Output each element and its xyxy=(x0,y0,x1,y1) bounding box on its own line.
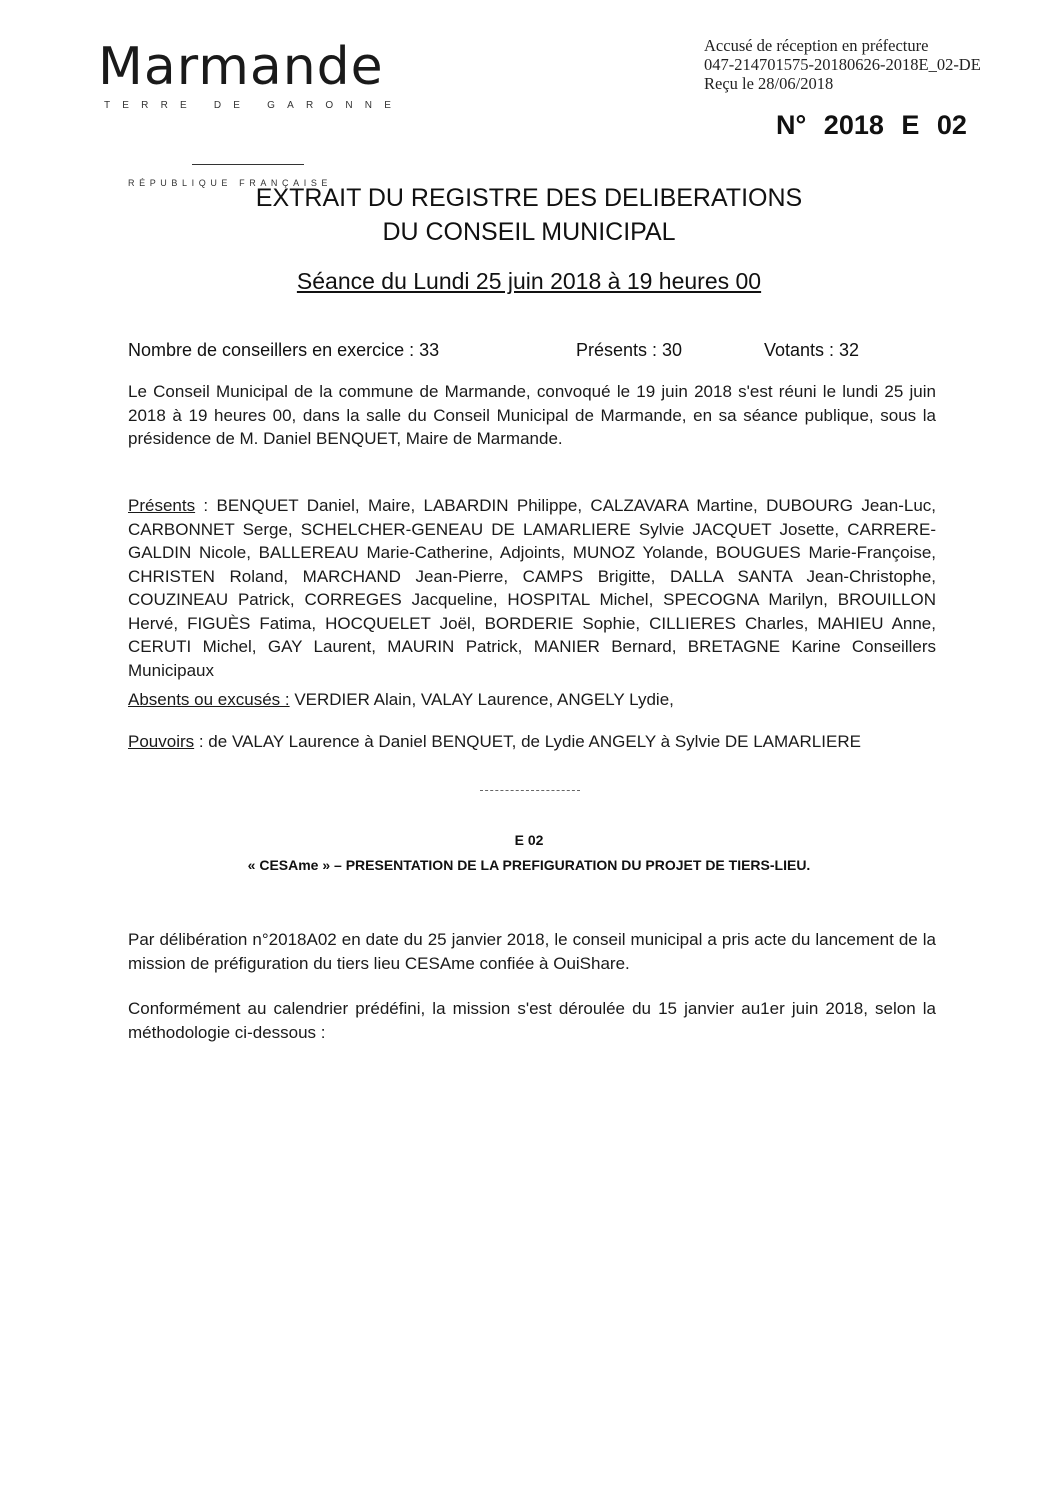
absents-label: Absents ou excusés : xyxy=(128,690,290,709)
session-date: Séance du Lundi 25 juin 2018 à 19 heures 00 xyxy=(296,268,762,294)
absents-list: VERDIER Alain, VALAY Laurence, ANGELY Lydie, xyxy=(289,690,674,709)
count-exercice: Nombre de conseillers en exercice : 33 xyxy=(128,340,440,360)
stamp-line-1: Accusé de réception en préfecture xyxy=(704,36,929,55)
count-presents: Présents : 30 xyxy=(576,340,683,360)
item-code: E 02 xyxy=(514,832,544,848)
deliberation-paragraph: Par délibération n°2018A02 en date du 25 janvier 2018, le conseil municipal a pris acte du lancement de la mission de préfiguration du tiers lieu CESAme confiée à OuiShare. xyxy=(128,930,936,973)
item-title: « CESAme » – PRESENTATION DE LA PREFIGURATION DU PROJET DE TIERS-LIEU. xyxy=(247,857,811,873)
prefecture-receipt-stamp xyxy=(704,36,981,93)
deliberation-number: N° 2018 E 02 xyxy=(776,110,967,140)
section-separator xyxy=(480,790,580,791)
pouvoirs-paragraph xyxy=(128,730,936,754)
stamp-line-3: Reçu le 28/06/2018 xyxy=(704,74,834,93)
pouvoirs-list: : de VALAY Laurence à Daniel BENQUET, de Lydie ANGELY à Sylvie DE LAMARLIERE xyxy=(194,732,861,751)
presents-list: : BENQUET Daniel, Maire, LABARDIN Philippe, CALZAVARA Martine, DUBOURG Jean-Luc, CARBONNET Serge, SCHELCHER-GENEAU DE LAMARLIERE Sylvie JACQUET Josette, CARRERE-GALDIN Nicole, BALLEREAU Marie-Catherine, Adjoints, MUNOZ Yolande, BOUGUES Marie-Françoise, CHRISTEN Roland, MARCHAND Jean-Pierre, CAMPS Brigitte, DALLA SANTA Jean-Christophe, COUZINEAU Patrick, CORREGES Jacqueline, HOSPITAL Michel, SPECOGNA Marilyn, BROUILLON Hervé, FIGUÈS Fatima, HOCQUELET Joël, BORDERIE Sophie, CILLIERES Charles, MAHIEU Anne, CERUTI Michel, GAY Laurent, MAURIN Patrick, MANIER Bernard, BRETAGNE Karine Conseillers Municipaux xyxy=(128,496,936,680)
pouvoirs-label: Pouvoirs xyxy=(128,732,195,751)
presents-paragraph xyxy=(128,494,936,682)
intro-paragraph: Le Conseil Municipal de la commune de Marmande, convoqué le 19 juin 2018 s'est réuni le lundi 25 juin 2018 à 19 heures 00, dans la salle du Conseil Municipal de Marmande, en sa séance publique, sous la présidence de M. Daniel BENQUET, Maire de Marmande. xyxy=(128,382,936,448)
stamp-line-2: 047-214701575-20180626-2018E_02-DE xyxy=(704,55,981,74)
methodology-paragraph: Conformément au calendrier prédéfini, la mission s'est déroulée du 15 janvier au1er juin 2018, selon la méthodologie ci-dessous : xyxy=(128,999,936,1042)
absents-paragraph xyxy=(128,688,936,712)
marmande-logo xyxy=(98,37,418,188)
count-votants: Votants : 32 xyxy=(764,340,860,360)
republique-francaise: RÉPUBLIQUE FRANÇAISE xyxy=(128,178,333,188)
presents-label: Présents xyxy=(128,496,196,515)
logo-wordmark: Marmande xyxy=(98,37,384,97)
logo-tagline: TERRE DE GARONNE xyxy=(104,100,404,111)
document-title-line-1: EXTRAIT DU REGISTRE DES DELIBERATIONS xyxy=(255,184,803,212)
logo-divider xyxy=(192,164,304,165)
document-title-line-2: DU CONSEIL MUNICIPAL xyxy=(382,218,676,246)
